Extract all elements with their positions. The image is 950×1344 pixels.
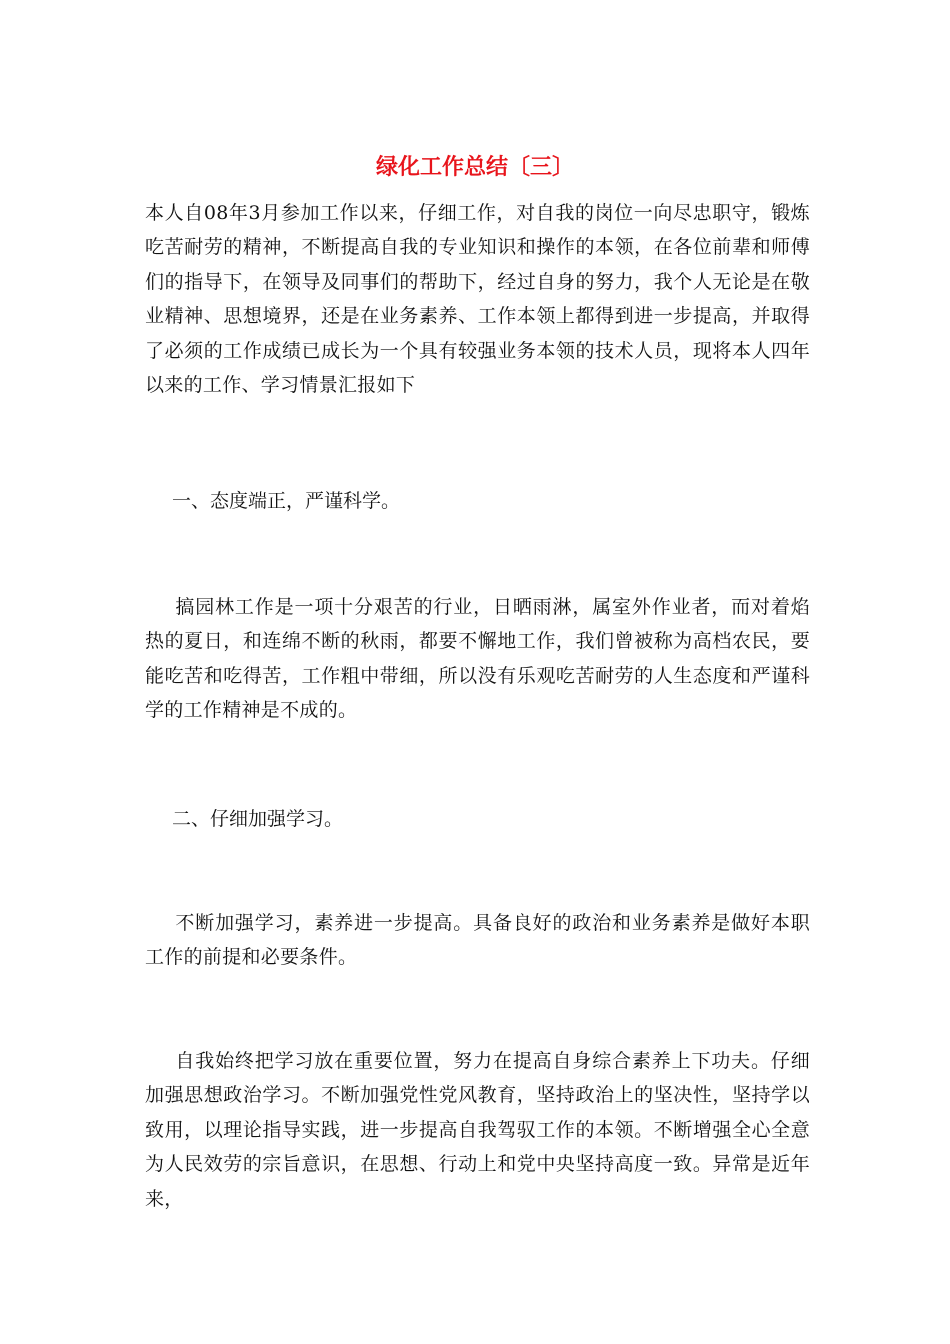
section-body-2a: 不断加强学习，素养进一步提高。具备良好的政治和业务素养是做好本职工作的前提和必要条件。 xyxy=(145,912,810,969)
section-heading-1: 一、态度端正，严谨科学。 xyxy=(172,490,401,512)
section-body-2b: 自我始终把学习放在重要位置，努力在提高自身综合素养上下功夫。仔细加强思想政治学习。不断加强党性党风教育，坚持政治上的坚决性，坚持学以致用，以理论指导实践，进一步提高自我驾驭工作的本领。不断增强全心全意为人民效劳的宗旨意识，在思想、行动上和党中央坚持高度一致。异常是近年来， xyxy=(145,1050,810,1210)
document-title: 绿化工作总结〔三〕 xyxy=(375,155,574,180)
section-body-1: 搞园林工作是一项十分艰苦的行业，日晒雨淋，属室外作业者，而对着焰热的夏日，和连绵不断的秋雨，都要不懈地工作，我们曾被称为高档农民，要能吃苦和吃得苦，工作粗中带细，所以没有乐观吃苦耐劳的人生态度和严谨科学的工作精神是不成的。 xyxy=(145,596,810,722)
intro-paragraph: 本人自08年3月参加工作以来，仔细工作，对自我的岗位一向尽忠职守，锻炼吃苦耐劳的精神，不断提高自我的专业知识和操作的本领，在各位前辈和师傅们的指导下，在领导及同事们的帮助下，经过自身的努力，我个人无论是在敬业精神、思想境界，还是在业务素养、工作本领上都得到进一步提高，并取得了必须的工作成绩已成长为一个具有较强业务本领的技术人员，现将本人四年以来的工作、学习情景汇报如下 xyxy=(145,202,810,397)
section-heading-2: 二、仔细加强学习。 xyxy=(172,808,344,830)
